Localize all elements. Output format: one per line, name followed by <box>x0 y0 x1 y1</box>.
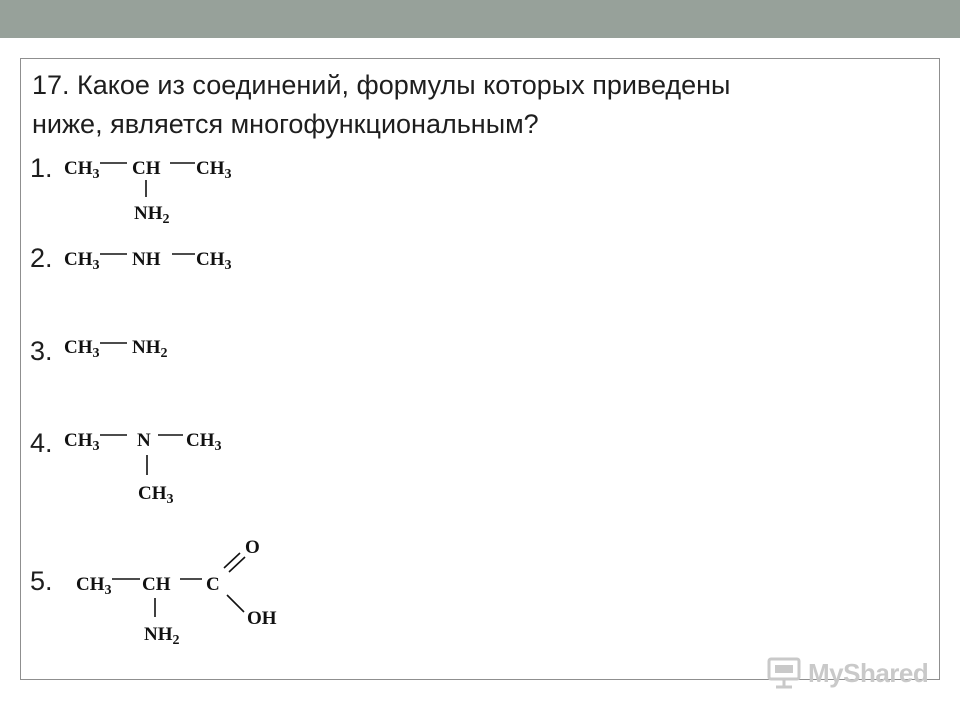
f4-n: N <box>137 430 151 451</box>
f2-nh: NH <box>132 249 161 270</box>
f1-nh2: $NH_2$ <box>134 203 170 227</box>
f3-ch3: $CH_3$ <box>64 337 100 361</box>
watermark-text: MyShared <box>808 657 929 688</box>
f2-ch3-right: $CH_3$ <box>196 249 232 273</box>
formula-4 <box>64 430 222 507</box>
option-4-number: 4. <box>30 428 53 458</box>
question-line-2: ниже, является многофункциональным? <box>32 109 539 139</box>
watermark <box>766 656 928 690</box>
option-5-number: 5. <box>30 566 53 596</box>
question-line-1: 17. Какое из соединений, формулы которых приведены <box>32 70 731 100</box>
formula-2 <box>64 249 232 273</box>
option-3-number: 3. <box>30 336 53 366</box>
f1-ch3-left: $CH_3$ <box>64 158 100 182</box>
f5-nh2: $NH_2$ <box>144 624 180 648</box>
formula-3 <box>64 337 168 361</box>
f5-double-bond-b <box>229 557 245 572</box>
f5-o: O <box>245 537 260 558</box>
f5-oh: OH <box>247 608 277 629</box>
f5-double-bond-a <box>224 553 240 568</box>
f4-ch3-left: $CH_3$ <box>64 430 100 454</box>
f5-c: C <box>206 574 220 595</box>
option-1-number: 1. <box>30 153 53 183</box>
presentation-board-icon <box>766 656 802 690</box>
f4-ch3-bottom: $CH_3$ <box>138 483 174 507</box>
f5-bond-oh <box>227 595 244 612</box>
f5-ch: CH <box>142 574 171 595</box>
f5-ch3: $CH_3$ <box>76 574 112 598</box>
formula-5 <box>76 537 277 648</box>
f2-ch3-left: $CH_3$ <box>64 249 100 273</box>
f1-ch3-right: $CH_3$ <box>196 158 232 182</box>
formula-1 <box>64 158 232 227</box>
f3-nh2: $NH_2$ <box>132 337 168 361</box>
f1-ch: CH <box>132 158 161 179</box>
option-2-number: 2. <box>30 243 53 273</box>
f4-ch3-right: $CH_3$ <box>186 430 222 454</box>
